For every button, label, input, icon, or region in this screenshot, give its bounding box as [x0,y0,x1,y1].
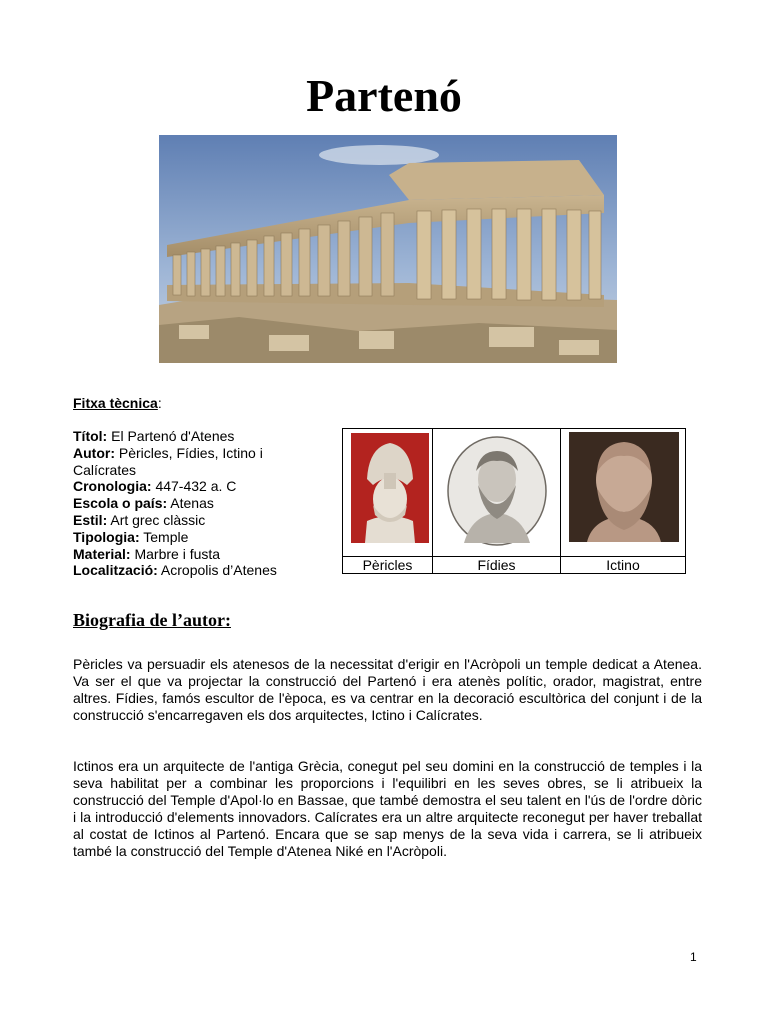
biography-heading: Biografia de l’autor: [73,610,231,630]
parthenon-photo [159,135,617,363]
pericles-portrait [351,433,429,543]
spec-titol: Títol: El Partenó d'Atenes [73,428,235,444]
parthenon-illustration [159,135,617,363]
spec-localitzacio: Localització: Acropolis d’Atenes [73,562,277,579]
portrait-table [342,428,686,574]
biography-paragraph-2: Ictinos era un arquitecte de l'antiga Grècia, conegut pel seu domini en la construcció de temples i la seva habilitat per a combinar les proporcions i l'equilibri en les seves obres, se li atribueix la construcció del Temple d'Apol·lo en Bassae, que també demostra el seu talent en l'ús de l'ordre dòric i la introducció d'elements innovadors. Calícrates era un altre arquitecte reconegut per haver treballat al costat de Ictinos al Partenó. Encara que se sap menys de la seva vida i carrera, se li atribueix també la construcció del Temple d'Atenea Niké en l'Acròpoli. [73,758,702,859]
spec-estil: Estil: Art grec clàssic [73,511,206,528]
spec-list [73,428,313,579]
spec-escola: Escola o país: Atenas [73,495,214,512]
page-title: Partenó [306,70,462,121]
spec-autor: Autor: Pèricles, Fídies, Ictino i Calícrates [73,444,263,478]
spec-material: Material: Marbre i fusta [73,545,221,562]
portrait-caption-pericles: Pèricles [362,557,413,573]
portrait-caption-ictino: Ictino [606,557,640,573]
biography-paragraph-1: Pèricles va persuadir els atenesos de la necessitat d'erigir en l'Acròpoli un temple dedicat a Atenea. Va ser el que va projectar la construcció del Partenó i era atenès polític, orador, magistrat, entre altres. Fídies, famós escultor de l'època, es va centrar en la decoració escultòrica del conjunt i de la construcció s'encarregaven els dos arquitectes, Ictino i Calícrates. [73,656,702,723]
portrait-caption-fidies: Fídies [477,557,516,573]
spec-tipologia: Tipologia: Temple [73,528,189,545]
fidies-portrait [446,435,548,547]
spec-cronologia: Cronologia: 447-432 a. C [73,478,237,495]
page-number: 1 [690,950,697,964]
ictino-portrait [569,432,679,542]
fitxa-heading: Fitxa tècnica: [73,395,162,411]
